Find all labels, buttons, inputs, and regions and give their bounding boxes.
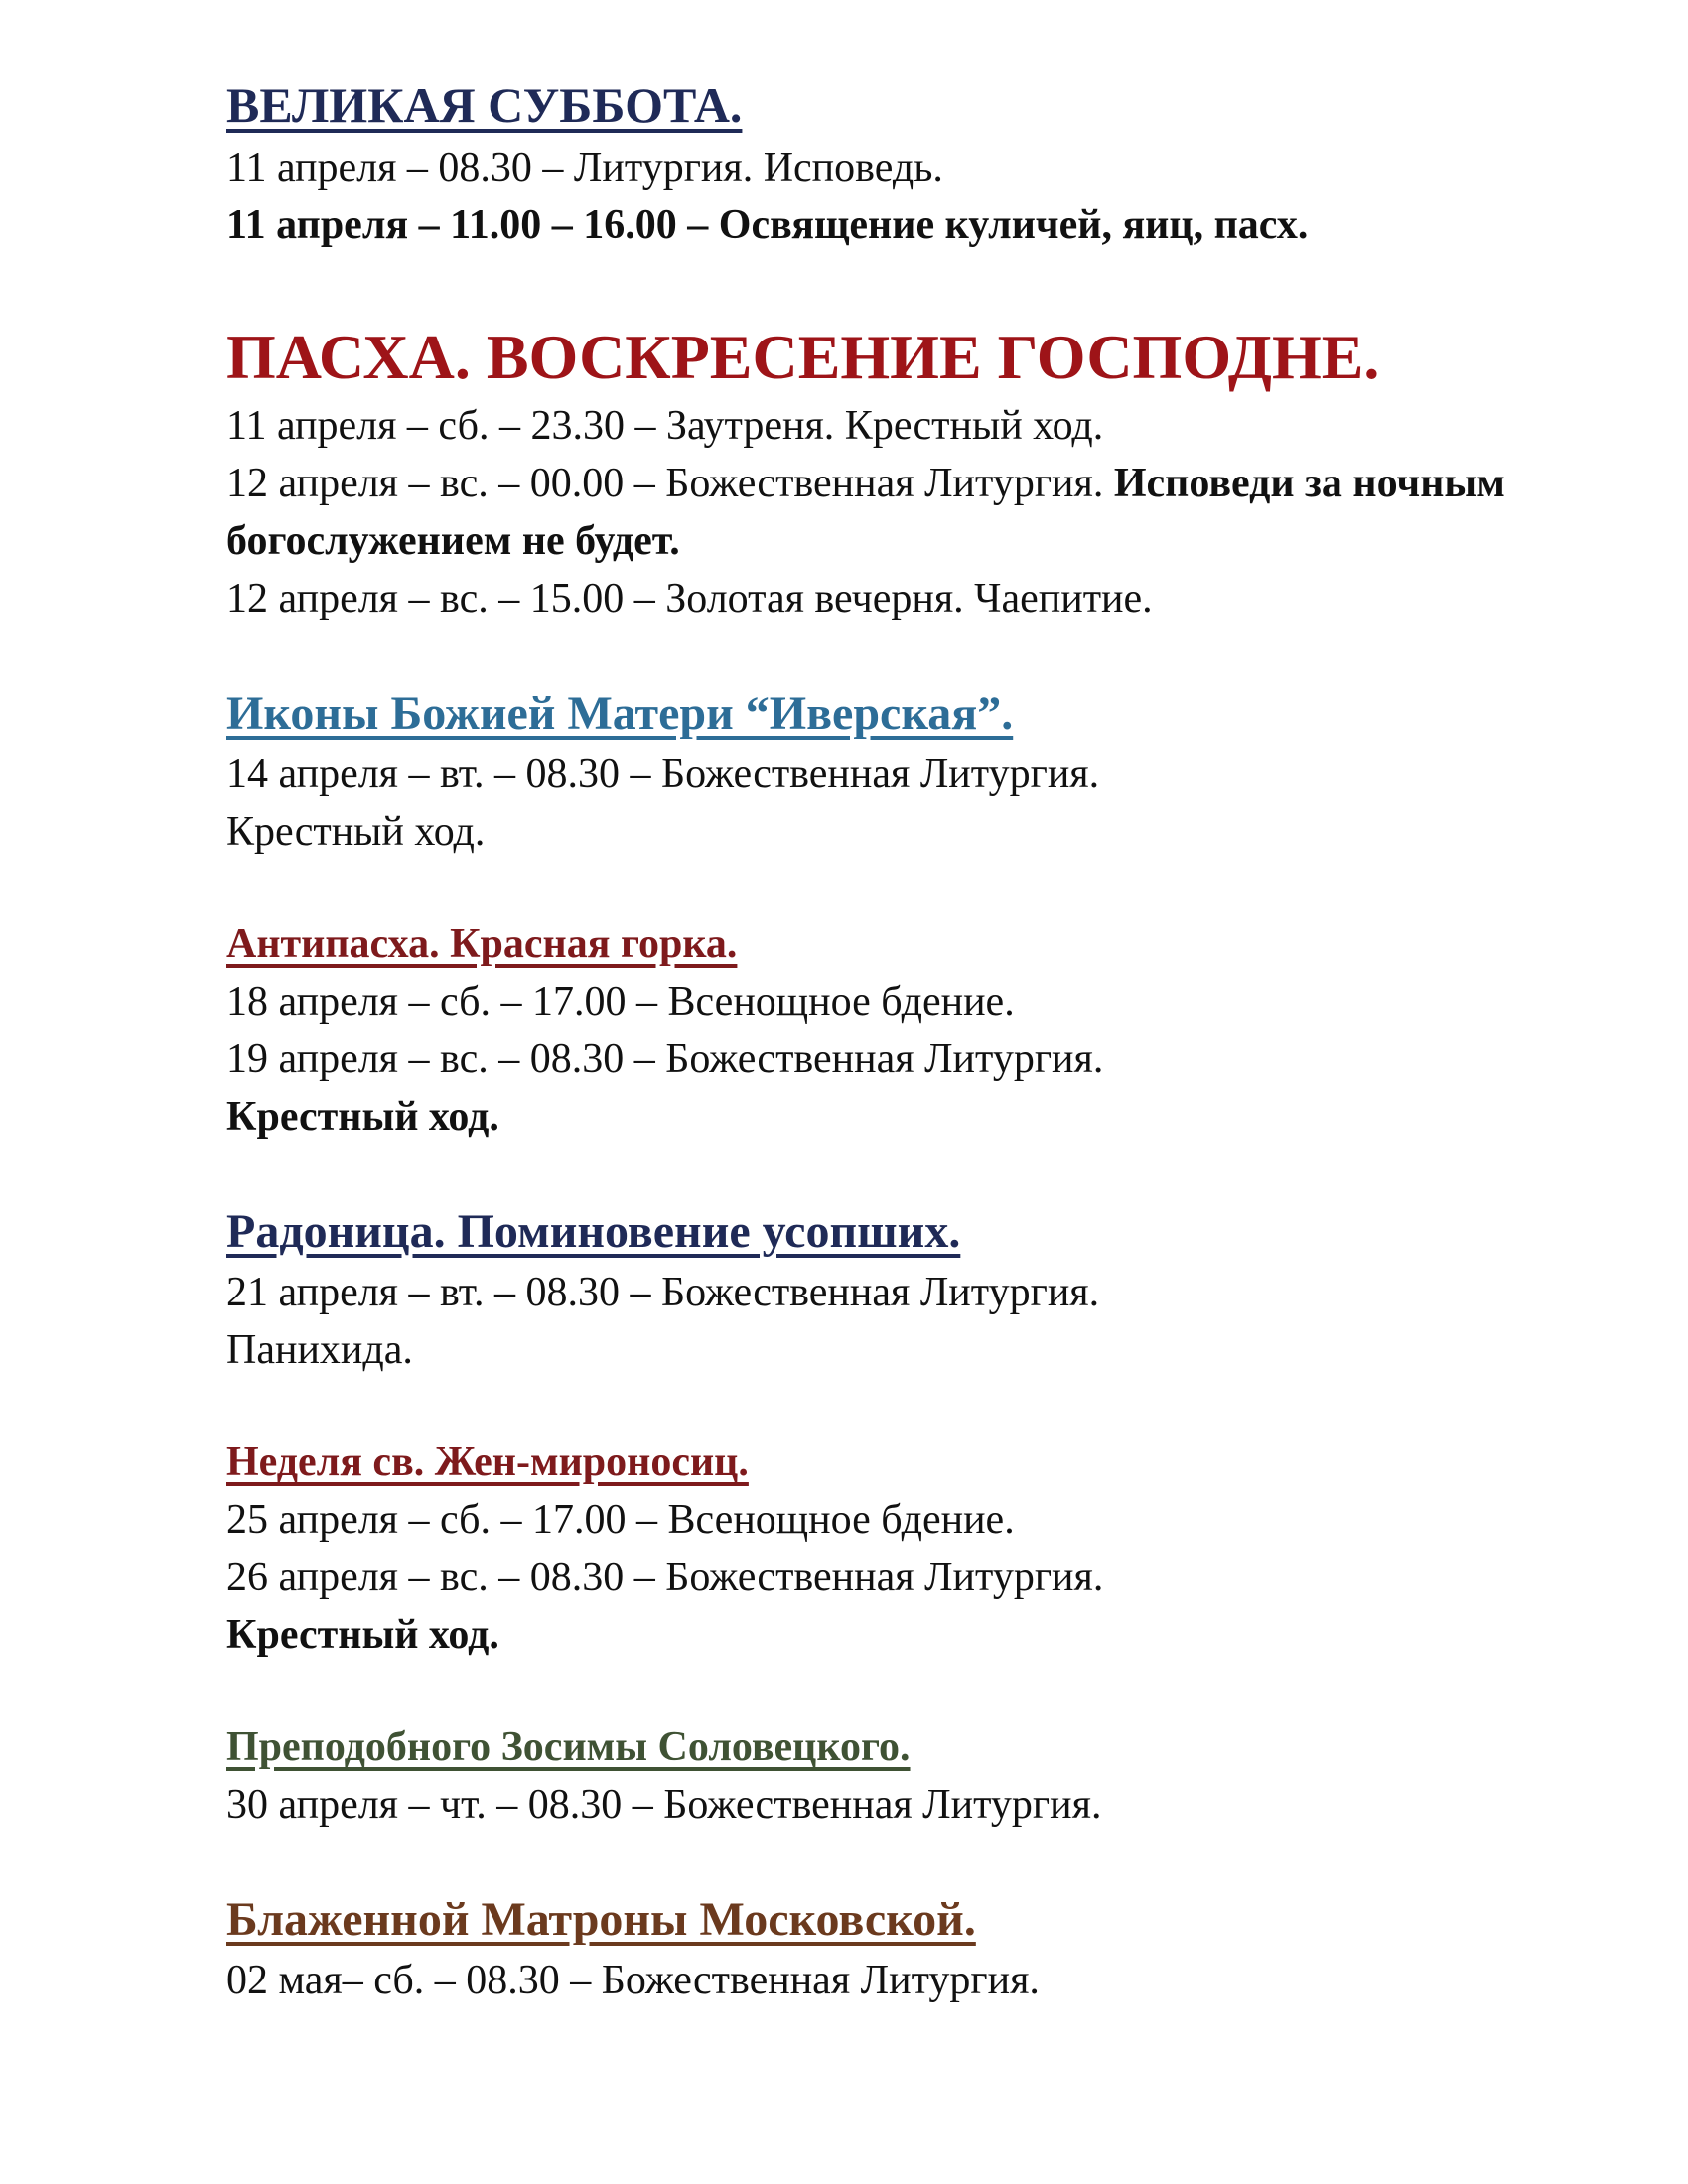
schedule-line: Крестный ход. (226, 1612, 499, 1658)
schedule-line: 12 апреля – вс. – 15.00 – Золотая вечерня. Чаепитие. (226, 576, 1153, 621)
schedule-line: 14 апреля – вт. – 08.30 – Божественная Литургия. (226, 751, 1100, 797)
section-heading: ВЕЛИКАЯ СУББОТА. (226, 77, 743, 133)
schedule-line: 21 апреля – вт. – 08.30 – Божественная Литургия. (226, 1270, 1100, 1315)
section-easter (226, 318, 1547, 627)
schedule-line-with-note (226, 455, 1547, 570)
section-zosima (226, 1718, 1547, 1834)
schedule-line: 02 мая– сб. – 08.30 – Божественная Литургия. (226, 1958, 1040, 2003)
schedule-line: 19 апреля – вс. – 08.30 – Божественная Литургия. (226, 1036, 1104, 1082)
section-holy-saturday (226, 71, 1547, 254)
section-heading: Радоница. Поминовение усопших. (226, 1205, 961, 1258)
schedule-page (226, 71, 1547, 2009)
schedule-line: 30 апреля – чт. – 08.30 – Божественная Литургия. (226, 1782, 1102, 1828)
confession-note: Исповеди за ночным богослужением не будет. (226, 461, 1505, 564)
schedule-line-text: 12 апреля – вс. – 00.00 – Божественная Литургия. (226, 461, 1104, 506)
schedule-line: 18 апреля – сб. – 17.00 – Всенощное бдение. (226, 979, 1015, 1024)
section-radonitsa (226, 1200, 1547, 1379)
section-heading: Неделя св. Жен-мироносиц. (226, 1439, 749, 1485)
section-matrona (226, 1888, 1547, 2009)
schedule-line: Крестный ход. (226, 809, 486, 855)
schedule-line: Крестный ход. (226, 1094, 499, 1140)
schedule-line: 11 апреля – 08.30 – Литургия. Исповедь. (226, 145, 943, 191)
schedule-line: 26 апреля – вс. – 08.30 – Божественная Литургия. (226, 1555, 1104, 1600)
section-heading: ПАСХА. ВОСКРЕСЕНИЕ ГОСПОДНЕ. (226, 322, 1380, 392)
schedule-line: 25 апреля – сб. – 17.00 – Всенощное бдение. (226, 1497, 1015, 1543)
schedule-line: 11 апреля – сб. – 23.30 – Заутреня. Крестный ход. (226, 403, 1104, 449)
section-heading: Антипасха. Красная горка. (226, 921, 738, 967)
section-heading: Иконы Божией Матери “Иверская”. (226, 687, 1014, 740)
section-heading: Блаженной Матроны Московской. (226, 1893, 976, 1946)
section-myrrhbearers (226, 1433, 1547, 1664)
section-heading: Преподобного Зосимы Соловецкого. (226, 1724, 911, 1770)
schedule-line: 11 апреля – 11.00 – 16.00 – Освящение куличей, яиц, пасх. (226, 203, 1309, 248)
schedule-line: Панихида. (226, 1327, 413, 1373)
section-iverskaya-icon (226, 682, 1547, 861)
section-antipascha (226, 915, 1547, 1146)
